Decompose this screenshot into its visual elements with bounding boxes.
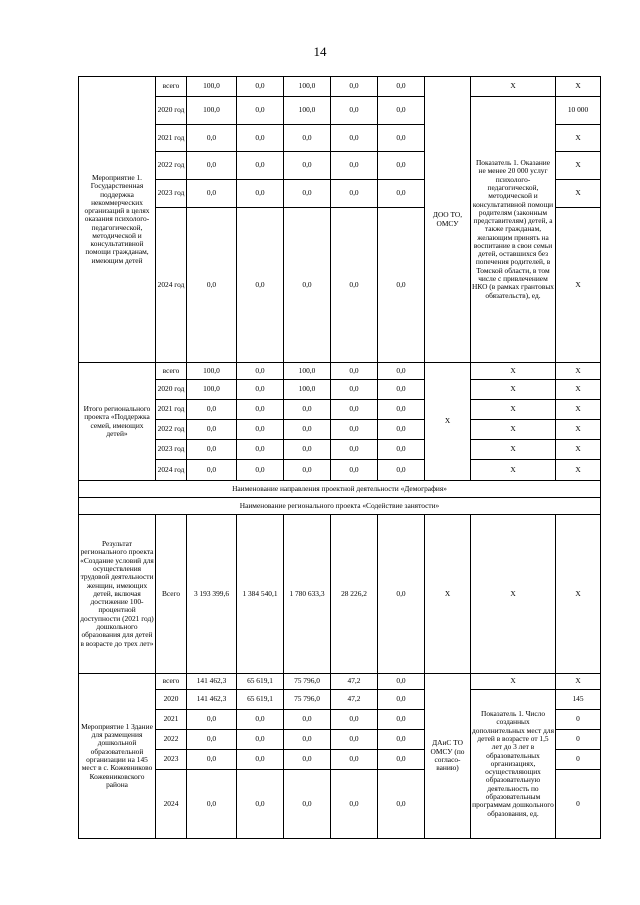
year-cell: 2024 год xyxy=(156,208,187,363)
year-cell: 2020 год xyxy=(156,380,187,400)
indicator-cell: X xyxy=(471,440,556,460)
year-cell: всего xyxy=(156,674,187,690)
indicator-cell: X xyxy=(471,77,556,97)
value-cell: 0,0 xyxy=(331,420,378,440)
table-row xyxy=(79,363,601,380)
value-cell: 100,0 xyxy=(284,97,331,125)
value-cell: 0,0 xyxy=(378,730,425,750)
value-cell: 1 780 633,3 xyxy=(284,515,331,674)
value-cell: 0,0 xyxy=(378,125,425,152)
value-cell: 0,0 xyxy=(187,440,237,460)
value-cell: 0,0 xyxy=(331,77,378,97)
value-cell: 0,0 xyxy=(331,460,378,481)
value-cell: 0,0 xyxy=(378,363,425,380)
indicator-value-cell: X xyxy=(556,208,601,363)
value-cell: 47,2 xyxy=(331,674,378,690)
executor-cell: ДОО ТО, ОМСУ xyxy=(425,77,471,363)
value-cell: 0,0 xyxy=(187,730,237,750)
row-label: Мероприятие 1. Государственная поддержка некоммерческих организаций в целях оказания психолого-педагогической, методической и консультативной помощи гражданам, имеющим детей xyxy=(79,77,156,363)
executor-cell: X xyxy=(425,515,471,674)
value-cell: 0,0 xyxy=(187,750,237,770)
value-cell: 0,0 xyxy=(237,730,284,750)
table-row xyxy=(79,690,601,710)
value-cell: 0,0 xyxy=(331,770,378,839)
value-cell: 100,0 xyxy=(284,380,331,400)
indicator-cell: X xyxy=(471,363,556,380)
value-cell: 0,0 xyxy=(284,208,331,363)
year-cell: Всего xyxy=(156,515,187,674)
value-cell: 0,0 xyxy=(237,77,284,97)
value-cell: 0,0 xyxy=(284,460,331,481)
value-cell: 0,0 xyxy=(237,125,284,152)
value-cell: 0,0 xyxy=(378,152,425,180)
year-cell: 2022 xyxy=(156,730,187,750)
indicator-cell: X xyxy=(471,515,556,674)
table-row xyxy=(79,420,601,440)
value-cell: 0,0 xyxy=(331,730,378,750)
value-cell: 0,0 xyxy=(284,180,331,208)
indicator-value-cell: 0 xyxy=(556,770,601,839)
indicator-value-cell: X xyxy=(556,180,601,208)
year-cell: 2021 xyxy=(156,710,187,730)
indicator-value-cell: X xyxy=(556,515,601,674)
value-cell: 0,0 xyxy=(378,77,425,97)
value-cell: 0,0 xyxy=(284,710,331,730)
indicator-cell: X xyxy=(471,420,556,440)
page-number: 14 xyxy=(313,44,327,59)
value-cell: 0,0 xyxy=(284,125,331,152)
year-cell: 2021 год xyxy=(156,400,187,420)
value-cell: 0,0 xyxy=(331,208,378,363)
value-cell: 0,0 xyxy=(331,750,378,770)
table-row xyxy=(79,440,601,460)
value-cell: 0,0 xyxy=(331,125,378,152)
table-row xyxy=(79,481,601,498)
indicator-value-cell: X xyxy=(556,77,601,97)
value-cell: 0,0 xyxy=(187,420,237,440)
value-cell: 0,0 xyxy=(187,770,237,839)
year-cell: всего xyxy=(156,77,187,97)
value-cell: 0,0 xyxy=(331,363,378,380)
value-cell: 0,0 xyxy=(284,152,331,180)
executor-cell: ДАиС ТО ОМСУ (по согласо-ванию) xyxy=(425,674,471,839)
value-cell: 100,0 xyxy=(284,363,331,380)
indicator-cell: X xyxy=(471,380,556,400)
row-label: Результат регионального проекта «Создание условий для осуществления трудовой деятельности женщин, имеющих детей, включая достижение 100-процентной доступности (2021 год) дошкольного образования для детей в возрасте до трех лет» xyxy=(79,515,156,674)
value-cell: 100,0 xyxy=(187,97,237,125)
value-cell: 0,0 xyxy=(237,152,284,180)
year-cell: 2023 год xyxy=(156,180,187,208)
indicator-cell: X xyxy=(471,674,556,690)
value-cell: 28 226,2 xyxy=(331,515,378,674)
value-cell: 141 462,3 xyxy=(187,690,237,710)
value-cell: 0,0 xyxy=(378,420,425,440)
value-cell: 0,0 xyxy=(378,440,425,460)
value-cell: 65 619,1 xyxy=(237,690,284,710)
value-cell: 0,0 xyxy=(331,152,378,180)
value-cell: 0,0 xyxy=(187,400,237,420)
indicator-value-cell: X xyxy=(556,363,601,380)
value-cell: 0,0 xyxy=(378,674,425,690)
value-cell: 0,0 xyxy=(378,97,425,125)
year-cell: 2023 год xyxy=(156,440,187,460)
table-row xyxy=(79,498,601,515)
row-label: Мероприятие 1 Здание для размещения дошкольной образовательной организации на 145 мест в с. Кожевниково Кожевниковского района xyxy=(79,674,156,839)
value-cell: 0,0 xyxy=(284,440,331,460)
value-cell: 0,0 xyxy=(284,400,331,420)
value-cell: 0,0 xyxy=(237,770,284,839)
table-row xyxy=(79,674,601,690)
year-cell: 2022 год xyxy=(156,420,187,440)
year-cell: 2022 год xyxy=(156,152,187,180)
table-row xyxy=(79,515,601,674)
indicator-value-cell: 0 xyxy=(556,750,601,770)
year-cell: 2024 год xyxy=(156,460,187,481)
value-cell: 0,0 xyxy=(378,180,425,208)
budget-table xyxy=(78,76,601,839)
value-cell: 0,0 xyxy=(331,180,378,208)
indicator-value-cell: X xyxy=(556,460,601,481)
value-cell: 0,0 xyxy=(284,730,331,750)
value-cell: 0,0 xyxy=(187,460,237,481)
value-cell: 0,0 xyxy=(378,690,425,710)
value-cell: 75 796,0 xyxy=(284,690,331,710)
indicator-value-cell: 0 xyxy=(556,710,601,730)
value-cell: 0,0 xyxy=(237,420,284,440)
value-cell: 141 462,3 xyxy=(187,674,237,690)
value-cell: 0,0 xyxy=(331,400,378,420)
year-cell: всего xyxy=(156,363,187,380)
value-cell: 0,0 xyxy=(237,208,284,363)
year-cell: 2020 год xyxy=(156,97,187,125)
value-cell: 100,0 xyxy=(187,380,237,400)
year-cell: 2021 год xyxy=(156,125,187,152)
table-row xyxy=(79,380,601,400)
value-cell: 100,0 xyxy=(187,77,237,97)
indicator-value-cell: X xyxy=(556,674,601,690)
value-cell: 0,0 xyxy=(237,710,284,730)
indicator-cell: X xyxy=(471,460,556,481)
value-cell: 0,0 xyxy=(284,770,331,839)
value-cell: 0,0 xyxy=(378,460,425,481)
indicator-value-cell: 10 000 xyxy=(556,97,601,125)
value-cell: 0,0 xyxy=(237,363,284,380)
value-cell: 0,0 xyxy=(378,400,425,420)
indicator-value-cell: X xyxy=(556,380,601,400)
value-cell: 65 619,1 xyxy=(237,674,284,690)
indicator-cell: Показатель 1. Число созданных дополнительных мест для детей в возрасте от 1,5 лет до 3 лет в образовательных организациях, осуществляющих образовательную деятельность по образовательным программам дошкольного образования, ед. xyxy=(471,690,556,839)
value-cell: 100,0 xyxy=(284,77,331,97)
value-cell: 1 384 540,1 xyxy=(237,515,284,674)
indicator-value-cell: X xyxy=(556,400,601,420)
value-cell: 0,0 xyxy=(378,380,425,400)
value-cell: 47,2 xyxy=(331,690,378,710)
value-cell: 0,0 xyxy=(331,97,378,125)
value-cell: 0,0 xyxy=(331,380,378,400)
value-cell: 0,0 xyxy=(237,460,284,481)
table-row xyxy=(79,97,601,125)
value-cell: 0,0 xyxy=(284,750,331,770)
table-row xyxy=(79,460,601,481)
row-label: Итого регионального проекта «Поддержка семей, имеющих детей» xyxy=(79,363,156,481)
year-cell: 2023 xyxy=(156,750,187,770)
year-cell: 2024 xyxy=(156,770,187,839)
indicator-cell: Показатель 1. Оказание не менее 20 000 услуг психолого-педагогической, методической и консультативной помощи родителям (законным представителям) детей, а также гражданам, желающим принять на воспитание в свои семьи детей, оставшихся без попечения родителей, в Томской области, в том числе с привлечением НКО (в рамках грантовых обязательств), ед. xyxy=(471,97,556,363)
table-row xyxy=(79,400,601,420)
value-cell: 3 193 399,6 xyxy=(187,515,237,674)
year-cell: 2020 xyxy=(156,690,187,710)
value-cell: 0,0 xyxy=(331,440,378,460)
value-cell: 0,0 xyxy=(378,770,425,839)
value-cell: 0,0 xyxy=(237,750,284,770)
table-row xyxy=(79,77,601,97)
project-header: Наименование регионального проекта «Содействие занятости» xyxy=(79,498,601,515)
value-cell: 0,0 xyxy=(331,710,378,730)
indicator-value-cell: X xyxy=(556,152,601,180)
value-cell: 0,0 xyxy=(378,515,425,674)
value-cell: 75 796,0 xyxy=(284,674,331,690)
value-cell: 0,0 xyxy=(284,420,331,440)
value-cell: 0,0 xyxy=(378,208,425,363)
executor-cell: X xyxy=(425,363,471,481)
value-cell: 0,0 xyxy=(378,750,425,770)
value-cell: 0,0 xyxy=(187,125,237,152)
indicator-value-cell: X xyxy=(556,440,601,460)
value-cell: 0,0 xyxy=(378,710,425,730)
value-cell: 0,0 xyxy=(237,97,284,125)
value-cell: 0,0 xyxy=(237,400,284,420)
direction-header: Наименование направления проектной деятельности «Демография» xyxy=(79,481,601,498)
value-cell: 0,0 xyxy=(237,380,284,400)
indicator-value-cell: 145 xyxy=(556,690,601,710)
value-cell: 100,0 xyxy=(187,363,237,380)
value-cell: 0,0 xyxy=(187,208,237,363)
value-cell: 0,0 xyxy=(187,180,237,208)
value-cell: 0,0 xyxy=(237,180,284,208)
indicator-value-cell: X xyxy=(556,125,601,152)
value-cell: 0,0 xyxy=(187,152,237,180)
indicator-value-cell: X xyxy=(556,420,601,440)
value-cell: 0,0 xyxy=(187,710,237,730)
indicator-cell: X xyxy=(471,400,556,420)
indicator-value-cell: 0 xyxy=(556,730,601,750)
value-cell: 0,0 xyxy=(237,440,284,460)
